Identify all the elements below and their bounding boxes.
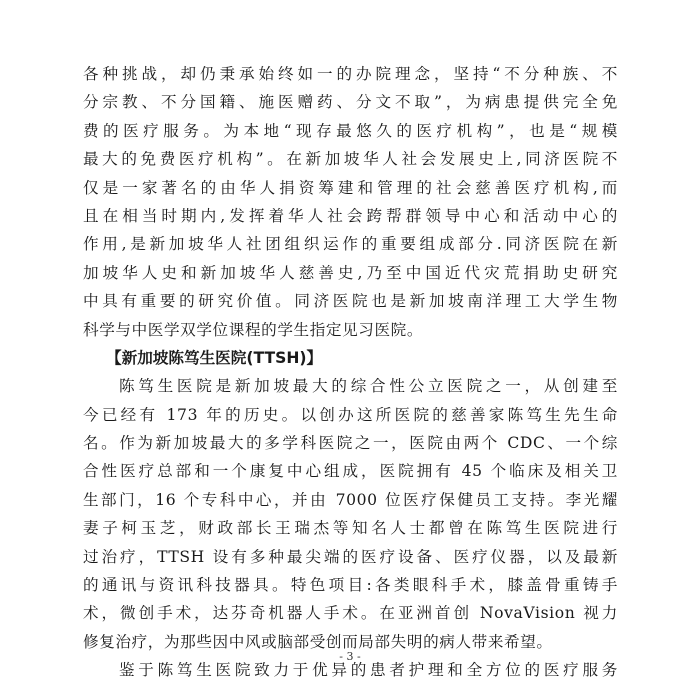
text-line: 过治疗，TTSH 设有多种最尖端的医疗设备、医疗仪器，以及最新 bbox=[83, 547, 618, 566]
text-line: 名。作为新加坡最大的多学科医院之一，医院由两个 CDC、一个综 bbox=[83, 434, 618, 453]
page-number: - 3 - bbox=[339, 650, 361, 663]
text-line: 各种挑战，却仍秉承始终如一的办院理念，坚持“不分种族、不 bbox=[83, 65, 618, 83]
text-line: 费的医疗服务。为本地“现存最悠久的医疗机构”，也是“规模 bbox=[83, 121, 618, 140]
text-line: 陈笃生医院是新加坡最大的综合性公立医院之一，从创建至 bbox=[119, 377, 618, 396]
text-line: 合性医疗总部和一个康复中心组成，医院拥有 45 个临床及相关卫 bbox=[83, 462, 618, 481]
text-line: 生部门，16 个专科中心，并由 7000 位医疗保健员工支持。李光耀 bbox=[83, 490, 618, 509]
text-line: 中具有重要的研究价值。同济医院也是新加坡南洋理工大学生物 bbox=[83, 292, 618, 311]
text-line: 最大的免费医疗机构”。在新加坡华人社会发展史上,同济医院不 bbox=[83, 150, 618, 169]
text-line: 妻子柯玉芝，财政部长王瑞杰等知名人士都曾在陈笃生医院进行 bbox=[83, 519, 618, 538]
text-line: 术，微创手术，达芬奇机器人手术。在亚洲首创 NovaVision 视力 bbox=[83, 604, 618, 623]
text-line: 科学与中医学双学位课程的学生指定见习医院。 bbox=[83, 320, 424, 339]
text-line: 修复治疗，为那些因中风或脑部受创而局部失明的病人带来希望。 bbox=[83, 632, 553, 651]
text-line: 加坡华人史和新加坡华人慈善史,乃至中国近代灾荒捐助史研究 bbox=[83, 263, 618, 282]
text-line: 作用,是新加坡华人社团组织运作的重要组成部分.同济医院在新 bbox=[83, 235, 618, 254]
paragraph-1 bbox=[83, 60, 618, 344]
text-line: 鉴于陈笃生医院致力于优异的患者护理和全方位的医疗服务 bbox=[119, 661, 618, 680]
text-line: 分宗教、不分国籍、施医赠药、分文不取”，为病患提供完全免 bbox=[83, 93, 618, 112]
section-heading: 【新加坡陈笃生医院(TTSH)】 bbox=[106, 348, 323, 367]
paragraph-2 bbox=[83, 372, 618, 656]
text-line: 的通讯与资讯科技器具。特色项目:各类眼科手术，膝盖骨重铸手 bbox=[83, 576, 618, 595]
text-line: 仅是一家著名的由华人捐资筹建和管理的社会慈善医疗机构,而 bbox=[83, 178, 618, 197]
text-line: 且在相当时期内,发挥着华人社会跨帮群领导中心和活动中心的 bbox=[83, 206, 618, 225]
text-line: 今已经有 173 年的历史。以创办这所医院的慈善家陈笃生先生命 bbox=[83, 405, 618, 424]
page-content bbox=[83, 60, 618, 685]
